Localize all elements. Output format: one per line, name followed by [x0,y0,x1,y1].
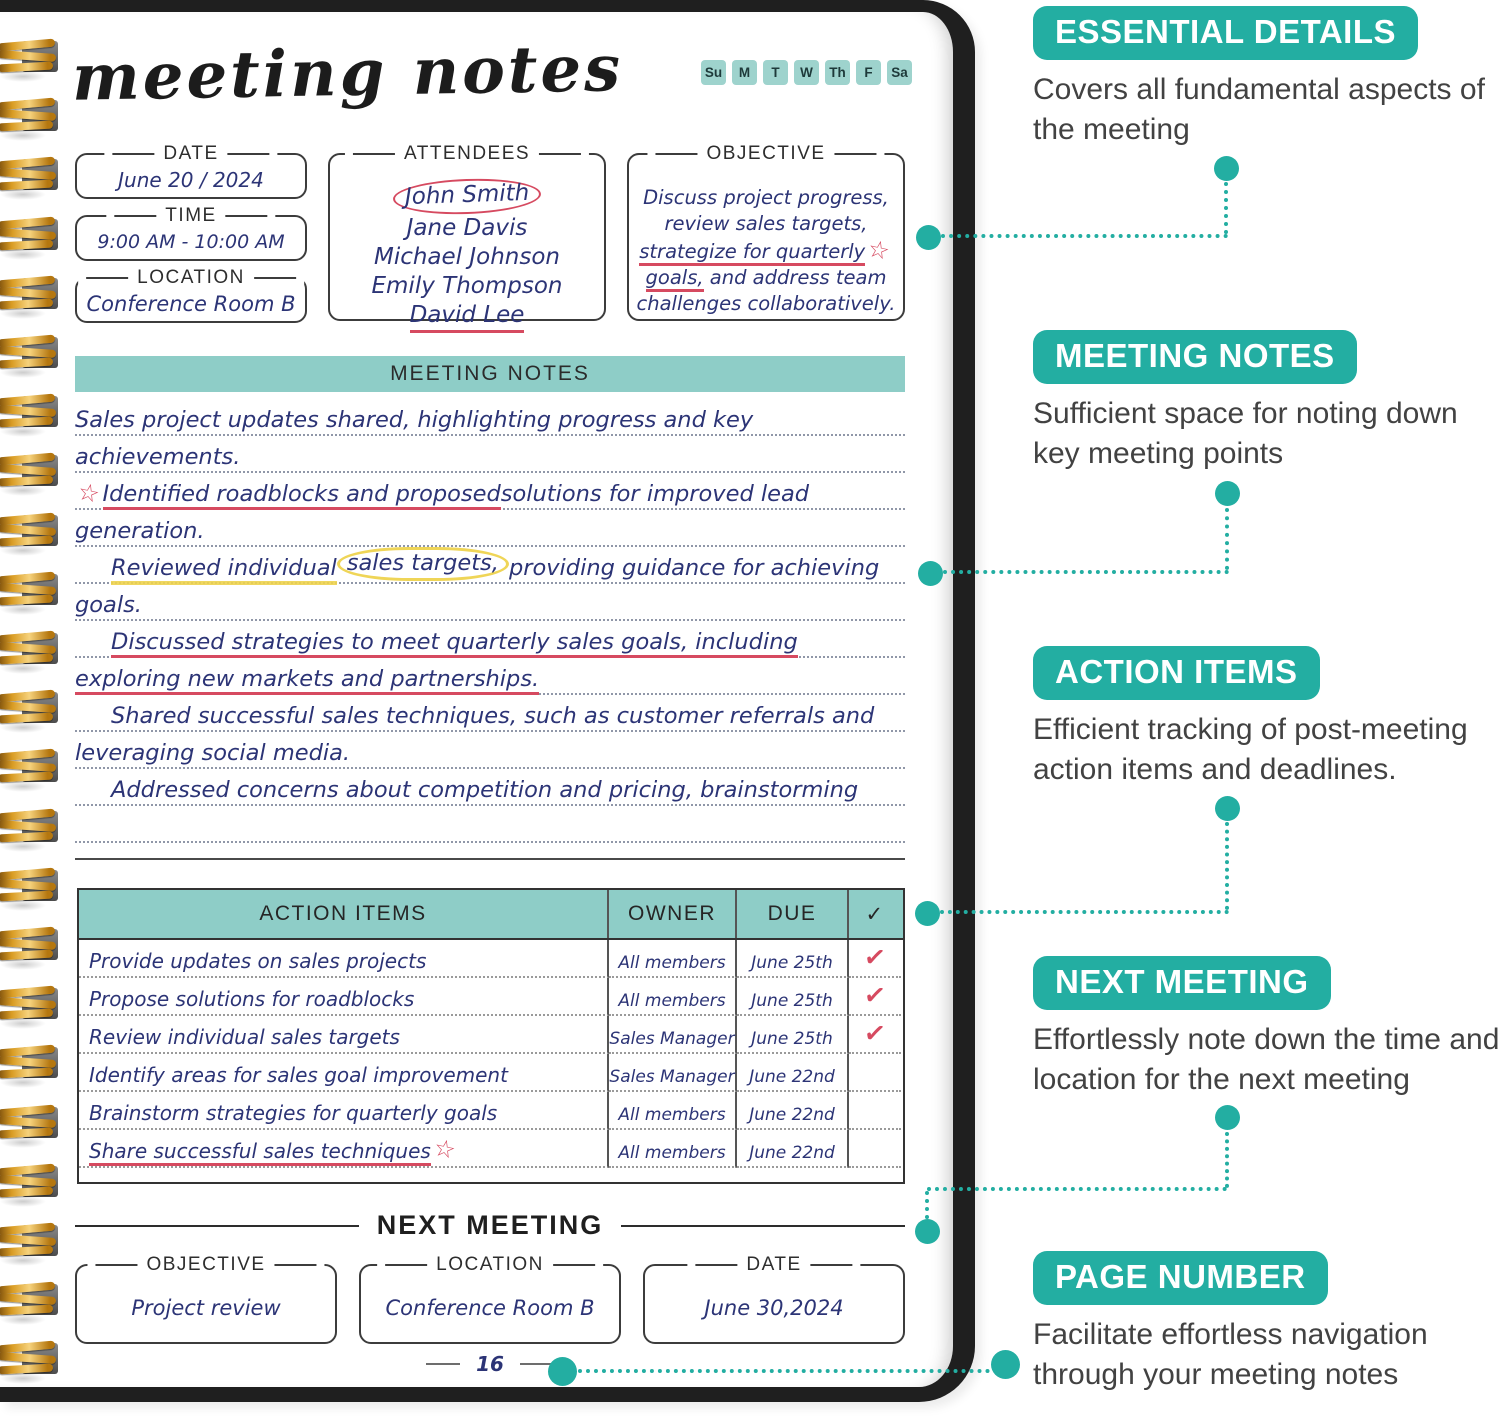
table-row [79,940,903,978]
feature-callout [1033,6,1500,150]
action-item-cell [79,978,609,1016]
weekday-chip: T [763,60,788,85]
col-check: ✓ [865,902,885,926]
time-label: TIME [106,205,275,227]
connector-dot [991,1350,1020,1379]
next-objective-label: OBJECTIVE [87,1254,324,1276]
objective-line [629,265,903,291]
attendees-box[interactable] [328,143,606,328]
callout-badge: MEETING NOTES [1033,330,1357,384]
callout-description: Efficient tracking of post-meeting action items and deadlines. [1033,713,1468,787]
spiral-wire [0,535,53,546]
attendee-text: Michael Johnson [373,244,561,270]
checkmark: ✓ [862,978,888,1012]
time-box[interactable] [75,205,307,261]
spiral-binding-coil [0,158,58,192]
handwritten-text: and address team [703,266,887,289]
location-label: LOCATION [78,267,304,289]
next-objective-value: Project review [131,1296,281,1320]
attendee-name [330,179,604,214]
handwritten-text: sales targets, [337,547,509,581]
due-cell: June 25th [737,1016,849,1054]
spiral-binding-coil [0,750,58,784]
callout-description: Facilitate effortless navigation through your meeting notes [1033,1318,1428,1392]
next-date-box[interactable] [643,1254,905,1344]
owner-cell: All members [609,978,737,1016]
note-line[interactable] [75,473,905,510]
check-cell [849,1016,901,1054]
spiral-wire [0,239,53,250]
handwritten-text: Identified roadblocks and proposed [102,481,501,507]
spiral-binding-coil [0,1106,58,1140]
note-line[interactable] [75,399,905,436]
col-owner: OWNER [609,890,737,938]
spiral-wire [0,1009,53,1020]
callout-badge: PAGE NUMBER [1033,1251,1328,1305]
handwritten-text: leveraging social media. [75,740,351,766]
next-date-value: June 30,2024 [704,1296,844,1320]
attendees-label: ATTENDEES [345,143,589,165]
attendee-text: Emily Thompson [371,273,563,299]
connector-line [940,910,1229,914]
check-cell [849,1092,901,1130]
handwritten-text: challenges collaboratively. [636,292,896,315]
spiral-binding-coil [0,395,58,429]
date-value: June 20 / 2024 [118,168,264,192]
spiral-wire [0,121,53,132]
attendee-text: Jane Davis [406,215,528,241]
next-location-label: LOCATION [377,1254,603,1276]
handwritten-text: goals. [75,592,142,618]
connector-line [927,1187,1227,1191]
attendee-name [330,301,604,330]
spiral-wire [0,180,53,191]
note-line[interactable] [75,769,905,806]
due-cell: June 22nd [737,1092,849,1130]
check-cell [849,940,901,978]
connector-line [941,234,1228,238]
connector-line [1224,182,1228,234]
connector-dot [548,1357,577,1386]
table-body [79,940,903,1168]
note-line[interactable] [75,732,905,769]
spiral-wire [0,1305,53,1316]
spiral-wire [0,890,53,901]
objective-line [629,211,903,237]
location-value: Conference Room B [86,292,296,316]
connector-dot [918,561,943,586]
callout-badge: ESSENTIAL DETAILS [1033,6,1418,60]
objective-label: OBJECTIVE [647,143,884,165]
spiral-binding-coil [0,99,58,133]
table-row [79,978,903,1016]
essential-details-section [75,143,905,328]
due-cell: June 22nd [737,1130,849,1168]
handwritten-text: strategize for quarterly [639,240,866,263]
spiral-wire [0,1364,53,1375]
feature-callout [1033,956,1500,1100]
objective-line [629,185,903,211]
spiral-wire [0,358,53,369]
spiral-wire [0,476,53,487]
next-meeting-title: NEXT MEETING [376,1210,604,1240]
weekday-chip: Th [825,60,850,85]
handwritten-text: Addressed concerns about competition and pricing, brainstorming [111,777,859,803]
action-items-table[interactable] [77,888,905,1184]
connector-line [1225,508,1229,570]
spiral-wire [0,1246,53,1257]
weekday-chip: F [856,60,881,85]
owner-cell: All members [609,940,737,978]
connector-dot [915,901,940,926]
spiral-binding-coil [0,454,58,488]
feature-callout [1033,330,1500,474]
spiral-wire [0,62,53,73]
next-location-box[interactable] [359,1254,621,1344]
weekday-chip: Sa [887,60,912,85]
star-doodle: ☆ [431,1133,459,1165]
note-line[interactable] [75,621,905,658]
connector-line [1225,822,1229,910]
spiral-binding-coil [0,632,58,666]
action-item-cell [79,1092,609,1130]
note-line[interactable] [75,436,905,473]
check-cell [849,1130,901,1168]
callout-badge: NEXT MEETING [1033,956,1331,1010]
star-doodle: ☆ [865,234,893,266]
action-item-text: Propose solutions for roadblocks [89,987,415,1011]
objective-line [629,291,903,317]
table-row [79,1016,903,1054]
objective-box[interactable] [627,143,905,321]
note-line[interactable] [75,547,905,584]
handwritten-text: Reviewed individual [111,555,337,581]
handwritten-text: review sales targets, [664,212,868,235]
callout-description: Covers all fundamental aspects of the meeting [1033,73,1485,147]
table-header-row [79,890,903,940]
spiral-wire [0,1068,53,1079]
note-line[interactable] [75,584,905,621]
note-line[interactable] [75,695,905,732]
spiral-wire [0,772,53,783]
connector-dot [1215,1105,1240,1130]
handwritten-text: Discussed strategies to meet quarterly sales goals, including [111,629,798,655]
spiral-binding-coil [0,810,58,844]
weekday-chip: W [794,60,819,85]
owner-cell: Sales Manager [609,1054,737,1092]
note-line[interactable] [75,658,905,695]
handwritten-text: solutions for improved lead [500,481,810,507]
owner-cell: All members [609,1130,737,1168]
spiral-wire [0,654,53,665]
handwritten-text: Shared successful sales techniques, such as customer referrals and [111,703,875,729]
feature-callout [1033,1251,1500,1395]
col-due: DUE [737,890,849,938]
action-item-text: Provide updates on sales projects [89,949,427,973]
weekday-chip: M [732,60,757,85]
spiral-wire [0,713,53,724]
spiral-wire [0,1127,53,1138]
callout-description: Sufficient space for noting down key meeting points [1033,397,1458,471]
table-row [79,1130,903,1168]
spiral-binding-coil [0,1283,58,1317]
attendee-name [330,214,604,243]
spiral-binding-coil [0,1165,58,1199]
action-item-text: Identify areas for sales goal improvement [89,1063,508,1087]
next-meeting-section [75,1210,905,1344]
spiral-wire [0,417,53,428]
next-date-label: DATE [687,1254,860,1276]
connector-line [578,1369,998,1373]
spiral-binding-coil [0,987,58,1021]
section-divider [75,858,905,860]
connector-line [943,570,1229,574]
due-cell: June 22nd [737,1054,849,1092]
attendee-text: David Lee [410,302,525,333]
handwritten-text: providing guidance for achieving [508,555,880,581]
table-row [79,1054,903,1092]
check-cell [849,1054,901,1092]
handwritten-text: generation. [75,518,205,544]
spiral-binding-coil [0,336,58,370]
feature-callout [1033,646,1500,790]
checkmark: ✓ [862,1016,888,1050]
connector-dot [915,1219,940,1244]
note-line[interactable] [75,510,905,547]
handwritten-text: achievements. [75,444,241,470]
handwritten-text: Sales project updates shared, highlighting progress and key [75,407,754,433]
table-row [79,1092,903,1130]
meeting-notes-area[interactable] [75,399,905,843]
meeting-notes-banner: MEETING NOTES [75,356,905,392]
spiral-binding-coil [0,40,58,74]
page-title: meeting notes [71,31,624,116]
time-value: 9:00 AM - 10:00 AM [97,231,285,253]
action-item-cell [79,1016,609,1054]
action-item-cell [79,1130,609,1168]
spiral-binding-coil [0,1046,58,1080]
attendees-list [330,155,604,330]
next-location-value: Conference Room B [385,1296,595,1320]
handwritten-text: Discuss project progress, [643,186,889,209]
spiral-binding-coil [0,514,58,548]
page-number-value: 16 [476,1352,504,1376]
weekday-chip: Su [701,60,726,85]
check-cell [849,978,901,1016]
date-label: DATE [104,143,277,165]
due-cell: June 25th [737,940,849,978]
spiral-binding-coil [0,869,58,903]
connector-dot [916,225,941,250]
action-item-cell [79,940,609,978]
owner-cell: All members [609,1092,737,1130]
objective-text [629,155,903,317]
location-box[interactable] [75,267,307,323]
date-box[interactable] [75,143,307,199]
weekday-strip [701,60,912,85]
star-doodle: ☆ [75,477,103,509]
spiral-wire [0,831,53,842]
next-meeting-heading [75,1210,905,1241]
col-action-items: ACTION ITEMS [79,890,609,938]
action-item-text: Share successful sales techniques [89,1139,431,1163]
due-cell: June 25th [737,978,849,1016]
note-line[interactable] [75,806,905,843]
handwritten-text: exploring new markets and partnerships. [75,666,540,692]
spiral-wire [0,950,53,961]
owner-cell: Sales Manager [609,1016,737,1054]
action-item-cell [79,1054,609,1092]
callout-description: Effortlessly note down the time and location for the next meeting [1033,1023,1500,1097]
connector-line [1225,1132,1229,1188]
connector-dot [1215,481,1240,506]
handwritten-text: goals, [645,266,704,289]
spiral-binding-coil [0,218,58,252]
date-time-location-column [75,143,307,323]
spiral-wire [0,1186,53,1197]
spiral-wire [0,594,53,605]
connector-line [925,1191,929,1219]
action-item-text: Brainstorm strategies for quarterly goals [89,1101,498,1125]
spiral-binding-coil [0,573,58,607]
spiral-binding-coil [0,928,58,962]
attendee-text: John Smith [392,176,541,216]
spiral-binding-coil [0,1342,58,1376]
spiral-binding-coil [0,1224,58,1258]
connector-dot [1215,796,1240,821]
spiral-binding-coil [0,691,58,725]
callout-badge: ACTION ITEMS [1033,646,1320,700]
spiral-wire [0,298,53,309]
action-item-text: Review individual sales targets [89,1025,400,1049]
checkmark: ✓ [862,940,888,974]
spiral-binding-coil [0,277,58,311]
next-objective-box[interactable] [75,1254,337,1344]
objective-line [629,234,903,266]
attendee-name [330,272,604,301]
connector-dot [1214,156,1239,181]
attendee-name [330,243,604,272]
